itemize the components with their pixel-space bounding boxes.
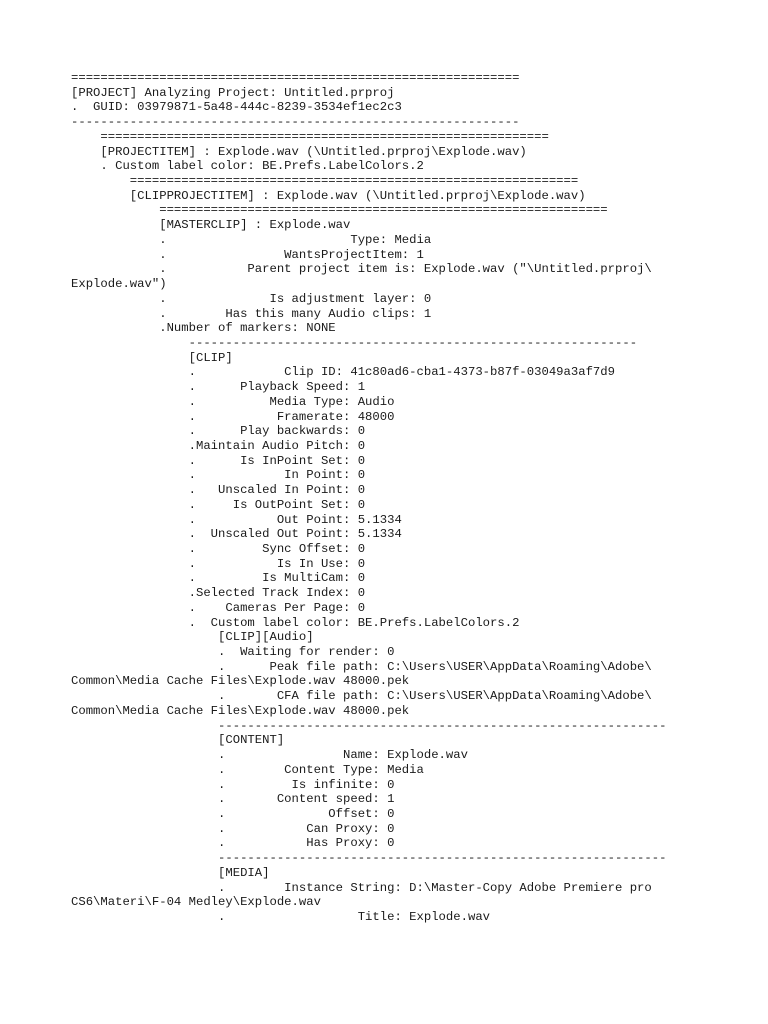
text-line: . Out Point: 5.1334 (71, 512, 402, 527)
text-line: . Content Type: Media (71, 762, 424, 777)
text-line: [MEDIA] (71, 865, 270, 880)
text-line: ============================================================= (71, 71, 520, 85)
text-line: [MASTERCLIP] : Explode.wav (71, 218, 351, 233)
text-line: . Framerate: 48000 (71, 409, 395, 424)
text-line: . Is In Use: 0 (71, 556, 366, 571)
text-line: ============================================================= (71, 174, 579, 189)
text-line: Explode.wav") (71, 277, 167, 292)
text-line: ------------------------------------------------------------- (71, 335, 638, 350)
text-line: [PROJECTITEM] : Explode.wav (\Untitled.prproj\Explode.wav) (71, 144, 527, 159)
text-line: Common\Media Cache Files\Explode.wav 48000.pek (71, 674, 410, 689)
text-line: . GUID: 03979871-5a48-444c-8239-3534ef1ec2c3 (71, 100, 402, 115)
text-line: . Title: Explode.wav (71, 909, 491, 924)
text-line: . Name: Explode.wav (71, 748, 468, 763)
text-line: ------------------------------------------------------------- (71, 851, 667, 866)
text-line: . Has this many Audio clips: 1 (71, 306, 432, 321)
text-line: .Number of markers: NONE (71, 321, 336, 336)
log-text-document (71, 71, 761, 925)
text-line: . In Point: 0 (71, 468, 366, 483)
text-line: . Custom label color: BE.Prefs.LabelColors.2 (71, 615, 520, 630)
text-line: . Is adjustment layer: 0 (71, 291, 432, 306)
text-line: .Selected Track Index: 0 (71, 586, 366, 601)
text-line: . Instance String: D:\Master-Copy Adobe Premiere pro (71, 880, 652, 895)
text-line: . Has Proxy: 0 (71, 836, 395, 851)
text-line: . Play backwards: 0 (71, 424, 366, 439)
text-line: . Is MultiCam: 0 (71, 571, 366, 586)
text-line: ============================================================= (71, 129, 549, 144)
text-line: . Parent project item is: Explode.wav ("\Untitled.prproj\ (71, 262, 652, 277)
text-line: Common\Media Cache Files\Explode.wav 48000.pek (71, 703, 410, 718)
text-line: . Unscaled Out Point: 5.1334 (71, 527, 402, 542)
text-line: . Playback Speed: 1 (71, 380, 366, 395)
text-line: . Offset: 0 (71, 806, 395, 821)
text-line: CS6\Materi\F-04 Medley\Explode.wav (71, 895, 321, 910)
text-line: [CLIP] (71, 350, 233, 365)
text-line: [CLIPPROJECTITEM] : Explode.wav (\Untitled.prproj\Explode.wav) (71, 188, 586, 203)
text-line: ------------------------------------------------------------- (71, 115, 520, 130)
text-line: . Media Type: Audio (71, 394, 395, 409)
text-line: . Waiting for render: 0 (71, 645, 395, 660)
text-line: [CLIP][Audio] (71, 630, 314, 645)
text-line: . Clip ID: 41c80ad6-cba1-4373-b87f-03049a3af7d9 (71, 365, 615, 380)
text-line: . Peak file path: C:\Users\USER\AppData\Roaming\Adobe\ (71, 659, 652, 674)
text-line: . Unscaled In Point: 0 (71, 483, 366, 498)
text-line: . CFA file path: C:\Users\USER\AppData\Roaming\Adobe\ (71, 689, 652, 704)
text-line: . Type: Media (71, 232, 432, 247)
text-line: . WantsProjectItem: 1 (71, 247, 424, 262)
text-line: . Sync Offset: 0 (71, 542, 366, 556)
text-line: ============================================================= (71, 203, 608, 218)
text-line: ------------------------------------------------------------- (71, 718, 667, 733)
text-line: . Can Proxy: 0 (71, 821, 395, 836)
text-line: . Custom label color: BE.Prefs.LabelColors.2 (71, 159, 424, 174)
text-line: . Cameras Per Page: 0 (71, 600, 366, 615)
text-line: . Is InPoint Set: 0 (71, 453, 366, 468)
text-line: [CONTENT] (71, 733, 285, 748)
text-line: . Is OutPoint Set: 0 (71, 497, 366, 512)
text-line: . Is infinite: 0 (71, 777, 395, 792)
text-line: [PROJECT] Analyzing Project: Untitled.prproj (71, 85, 395, 100)
text-line: . Content speed: 1 (71, 792, 395, 807)
text-line: .Maintain Audio Pitch: 0 (71, 438, 366, 453)
